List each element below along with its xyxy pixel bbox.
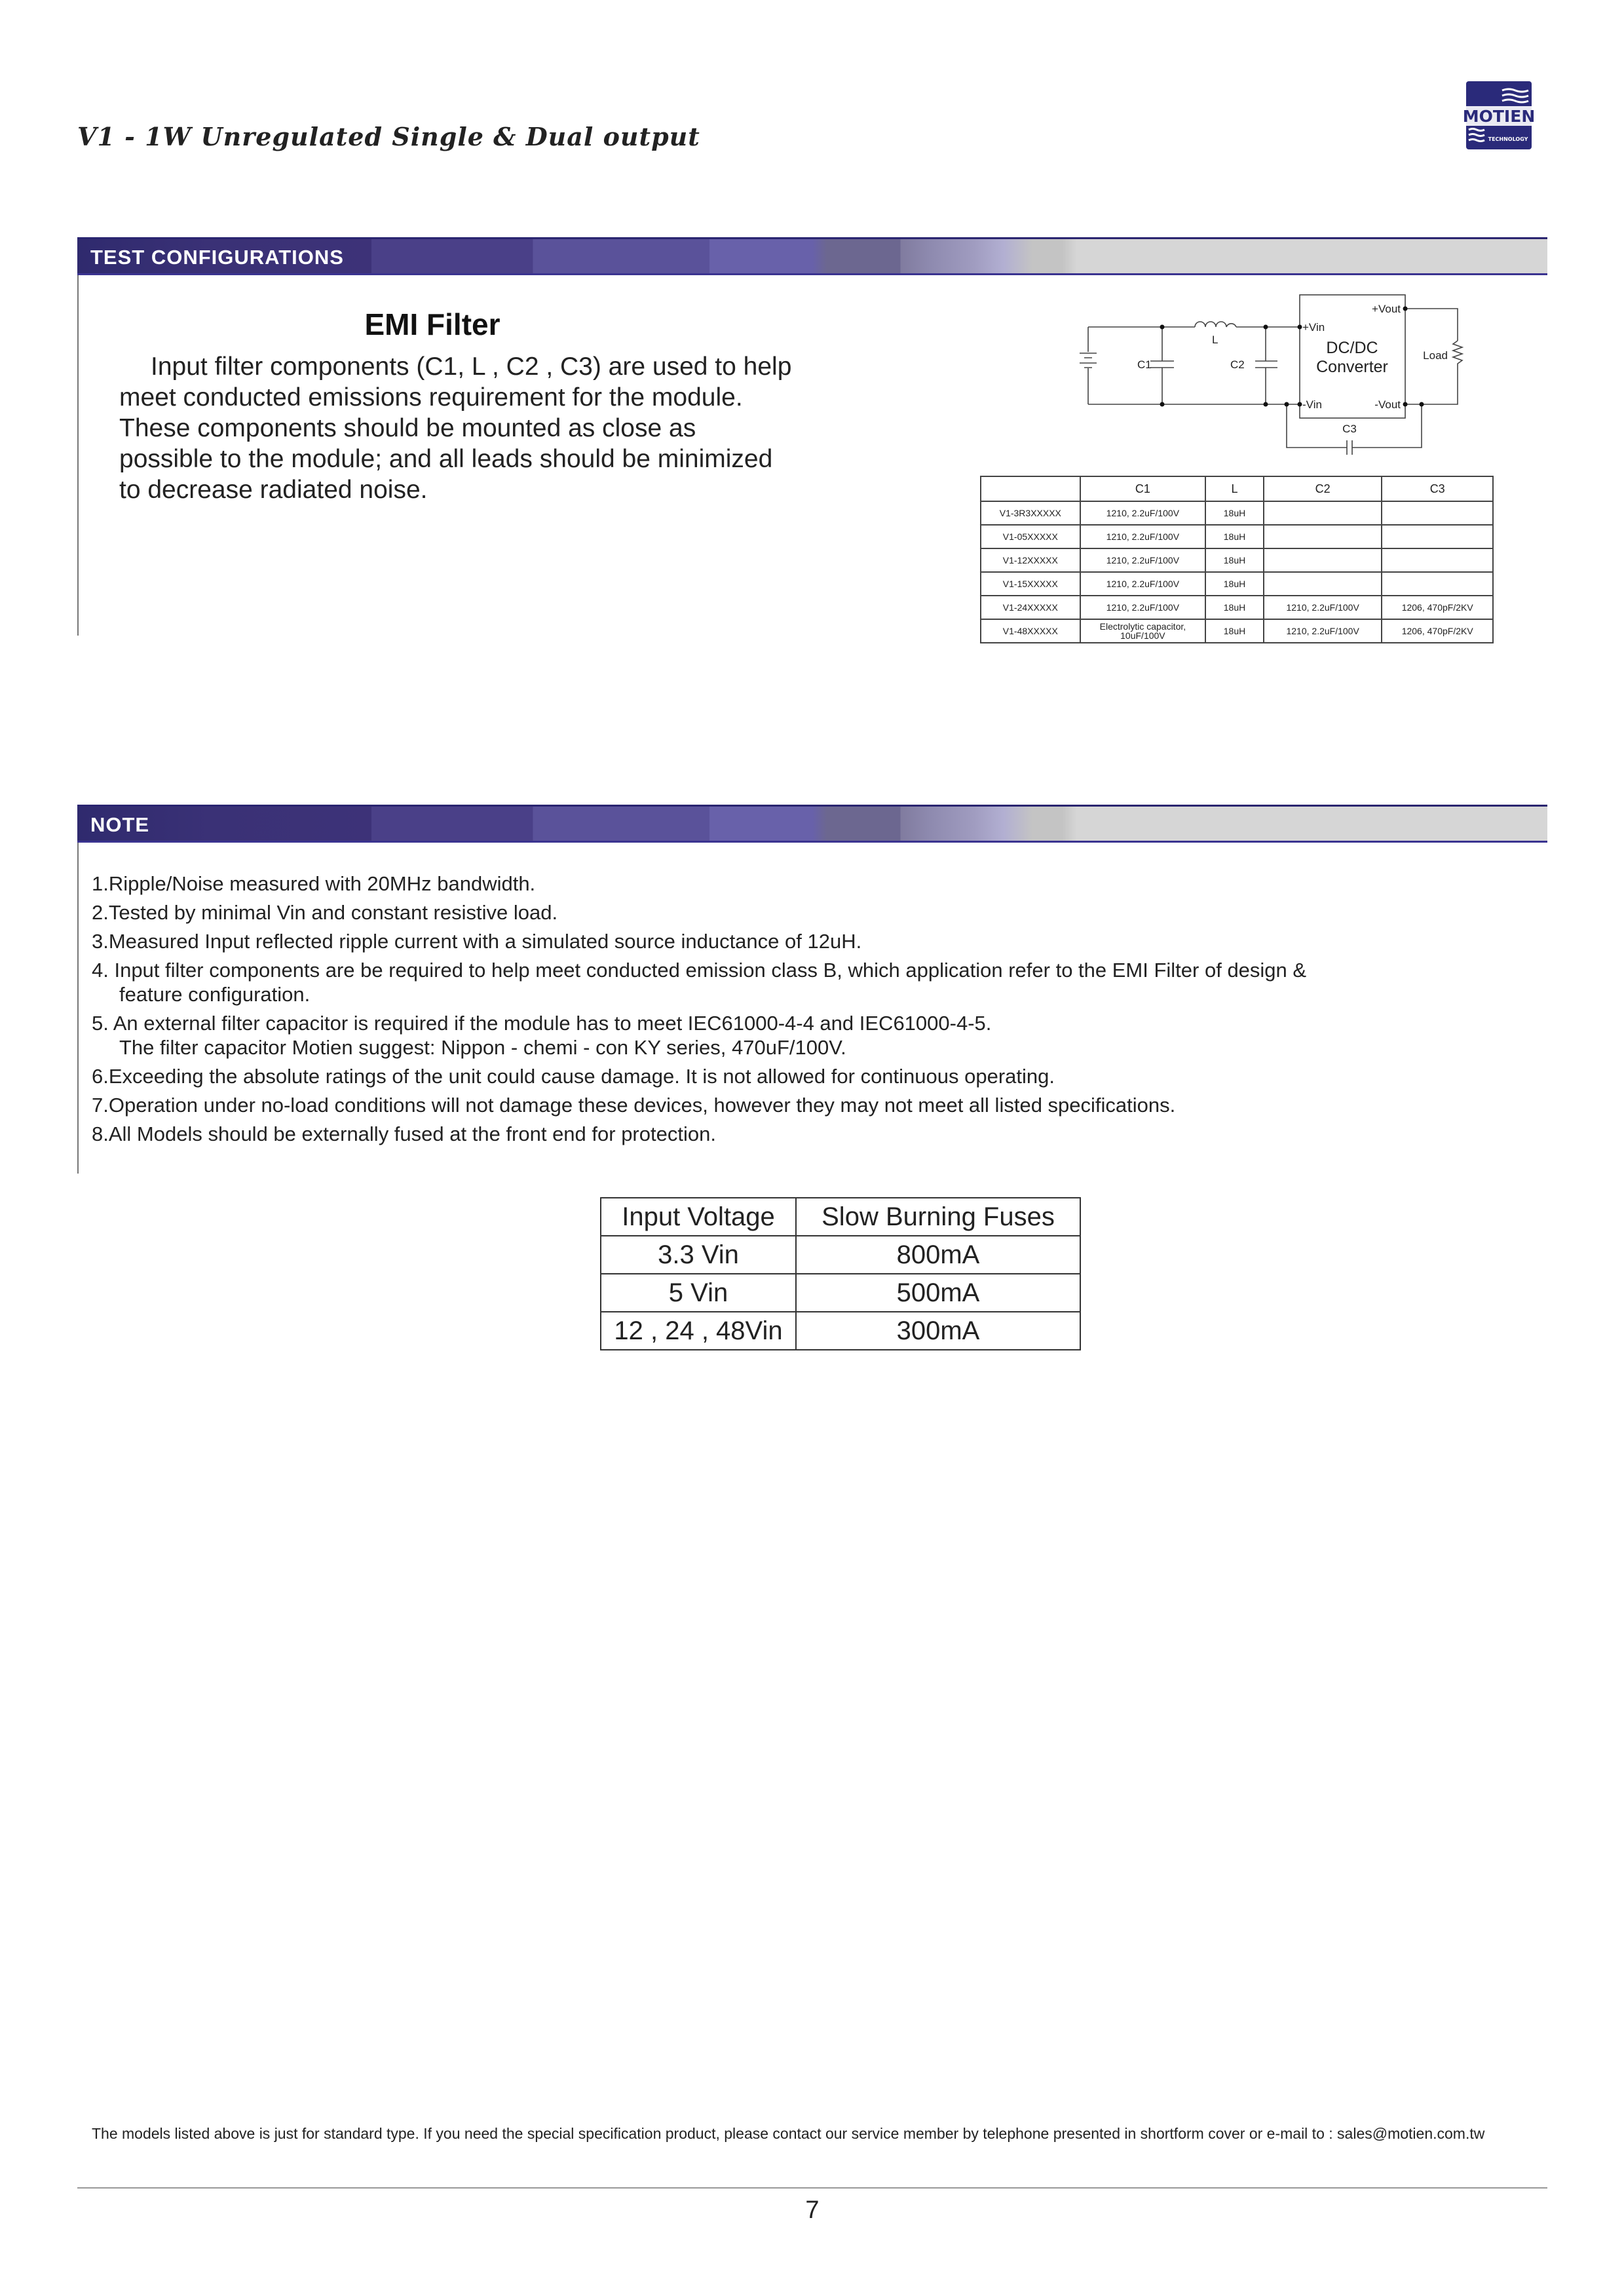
table-cell <box>1264 525 1382 548</box>
note-text: 8.All Models should be externally fused at the front end for protection. <box>92 1122 716 1145</box>
header-cell <box>981 476 1080 501</box>
table-row <box>601 1312 1080 1350</box>
note-text: 3.Measured Input reflected ripple current with a simulated source inductance of 12uH. <box>92 930 862 953</box>
converter-label-line2: Converter <box>1316 358 1388 376</box>
inductor-label: L <box>1212 334 1218 346</box>
emi-filter-circuit-diagram <box>1061 288 1481 459</box>
paragraph-line: These components should be mounted as close as <box>119 414 696 442</box>
c3-label: C3 <box>1342 423 1357 435</box>
document-title: V1 - 1W Unregulated Single & Dual output <box>77 122 700 151</box>
table-cell: 18uH <box>1205 619 1264 643</box>
note-text-continued: feature configuration. <box>119 983 311 1006</box>
note-item <box>92 1122 1306 1146</box>
table-row <box>981 572 1493 596</box>
table-cell: 1206, 470pF/2KV <box>1382 596 1493 619</box>
note-text: 6.Exceeding the absolute ratings of the unit could cause damage. It is not allowed for continuous operating. <box>92 1065 1055 1088</box>
table-cell: 3.3 Vin <box>601 1236 796 1274</box>
note-item <box>92 871 1306 896</box>
table-cell <box>1264 548 1382 572</box>
header-cell: Input Voltage <box>601 1198 796 1236</box>
load-label: Load <box>1423 349 1448 362</box>
paragraph-line: meet conducted emissions requirement for the module. <box>119 383 743 411</box>
c1-label: C1 <box>1137 358 1152 371</box>
table-cell: 1210, 2.2uF/100V <box>1080 572 1205 596</box>
table-cell: 800mA <box>796 1236 1080 1274</box>
note-item <box>92 958 1306 1006</box>
table-cell: 12 , 24 , 48Vin <box>601 1312 796 1350</box>
table-row <box>981 548 1493 572</box>
table-cell: V1-48XXXXX <box>981 619 1080 643</box>
note-text: 1.Ripple/Noise measured with 20MHz bandwidth. <box>92 872 536 895</box>
svg-text:MOTIEN: MOTIEN <box>1462 107 1536 126</box>
section-title: TEST CONFIGURATIONS <box>90 246 344 269</box>
minus-vout-label: -Vout <box>1374 398 1401 411</box>
footer-divider <box>77 2187 1547 2189</box>
plus-vin-label: +Vin <box>1302 321 1325 334</box>
table-row <box>981 501 1493 525</box>
section-border <box>77 275 79 636</box>
emi-filter-description <box>119 351 791 505</box>
header-cell: C3 <box>1382 476 1493 501</box>
table-header-row <box>601 1198 1080 1236</box>
table-cell: 18uH <box>1205 548 1264 572</box>
note-item <box>92 929 1306 953</box>
table-cell: V1-12XXXXX <box>981 548 1080 572</box>
table-cell <box>1382 548 1493 572</box>
note-text-continued: The filter capacitor Motien suggest: Nippon - chemi - con KY series, 470uF/100V. <box>119 1036 846 1059</box>
table-cell: V1-3R3XXXXX <box>981 501 1080 525</box>
paragraph-line: possible to the module; and all leads should be minimized <box>119 445 773 473</box>
header-cell: L <box>1205 476 1264 501</box>
table-cell: V1-05XXXXX <box>981 525 1080 548</box>
table-row <box>981 525 1493 548</box>
table-cell <box>1382 572 1493 596</box>
svg-text:TECHNOLOGY: TECHNOLOGY <box>1488 136 1528 142</box>
note-item <box>92 1064 1306 1088</box>
emi-filter-title: EMI Filter <box>364 307 500 341</box>
note-item <box>92 1011 1306 1060</box>
table-cell: 300mA <box>796 1312 1080 1350</box>
table-cell: V1-15XXXXX <box>981 572 1080 596</box>
note-text: 2.Tested by minimal Vin and constant resistive load. <box>92 901 558 924</box>
table-cell: V1-24XXXXX <box>981 596 1080 619</box>
table-cell: 18uH <box>1205 525 1264 548</box>
table-cell: 1210, 2.2uF/100V <box>1080 525 1205 548</box>
table-cell: Electrolytic capacitor, 10uF/100V <box>1080 619 1205 643</box>
note-text: 5. An external filter capacitor is required if the module has to meet IEC61000-4-4 and IEC61000-4-5. <box>92 1012 992 1035</box>
table-row <box>981 596 1493 619</box>
note-text: 7.Operation under no-load conditions will not damage these devices, however they may not meet all listed specifications. <box>92 1094 1176 1117</box>
table-cell: 18uH <box>1205 572 1264 596</box>
plus-vout-label: +Vout <box>1372 303 1401 315</box>
section-header-note <box>77 805 1547 843</box>
paragraph-line: to decrease radiated noise. <box>119 476 428 504</box>
table-cell <box>1382 525 1493 548</box>
table-header-row <box>981 476 1493 501</box>
table-cell: 1210, 2.2uF/100V <box>1080 501 1205 525</box>
note-item <box>92 1093 1306 1117</box>
converter-label-line1: DC/DC <box>1326 339 1378 357</box>
table-cell: 1206, 470pF/2KV <box>1382 619 1493 643</box>
note-text: 4. Input filter components are be required to help meet conducted emission class B, which application refer to the EMI Filter of design & <box>92 959 1307 982</box>
note-item <box>92 900 1306 925</box>
header-cell: Slow Burning Fuses <box>796 1198 1080 1236</box>
table-cell: 18uH <box>1205 596 1264 619</box>
table-row <box>981 619 1493 643</box>
paragraph-line: Input filter components (C1, L , C2 , C3) are used to help <box>151 353 792 381</box>
section-border <box>77 843 79 1174</box>
table-cell: 1210, 2.2uF/100V <box>1080 596 1205 619</box>
table-cell: 500mA <box>796 1274 1080 1312</box>
notes-list <box>92 871 1306 1151</box>
fuse-table <box>600 1197 1081 1350</box>
table-cell <box>1264 572 1382 596</box>
table-cell: 18uH <box>1205 501 1264 525</box>
page-number: 7 <box>805 2196 820 2224</box>
header-cell: C2 <box>1264 476 1382 501</box>
section-title: NOTE <box>90 813 150 836</box>
emi-filter-component-table <box>980 476 1494 643</box>
table-row <box>601 1274 1080 1312</box>
table-cell: 1210, 2.2uF/100V <box>1264 596 1382 619</box>
table-row <box>601 1236 1080 1274</box>
table-cell <box>1382 501 1493 525</box>
table-cell: 5 Vin <box>601 1274 796 1312</box>
motien-logo <box>1453 79 1545 152</box>
footer-note: The models listed above is just for standard type. If you need the special specification product, please contact our service member by telephone presented in shortform cover or e-mail to : sales@motien.com.tw <box>92 2125 1485 2142</box>
table-cell <box>1264 501 1382 525</box>
section-header-test-configurations <box>77 237 1547 275</box>
c2-label: C2 <box>1230 358 1245 371</box>
table-cell: 1210, 2.2uF/100V <box>1264 619 1382 643</box>
minus-vin-label: -Vin <box>1302 398 1322 411</box>
header-cell: C1 <box>1080 476 1205 501</box>
table-cell: 1210, 2.2uF/100V <box>1080 548 1205 572</box>
